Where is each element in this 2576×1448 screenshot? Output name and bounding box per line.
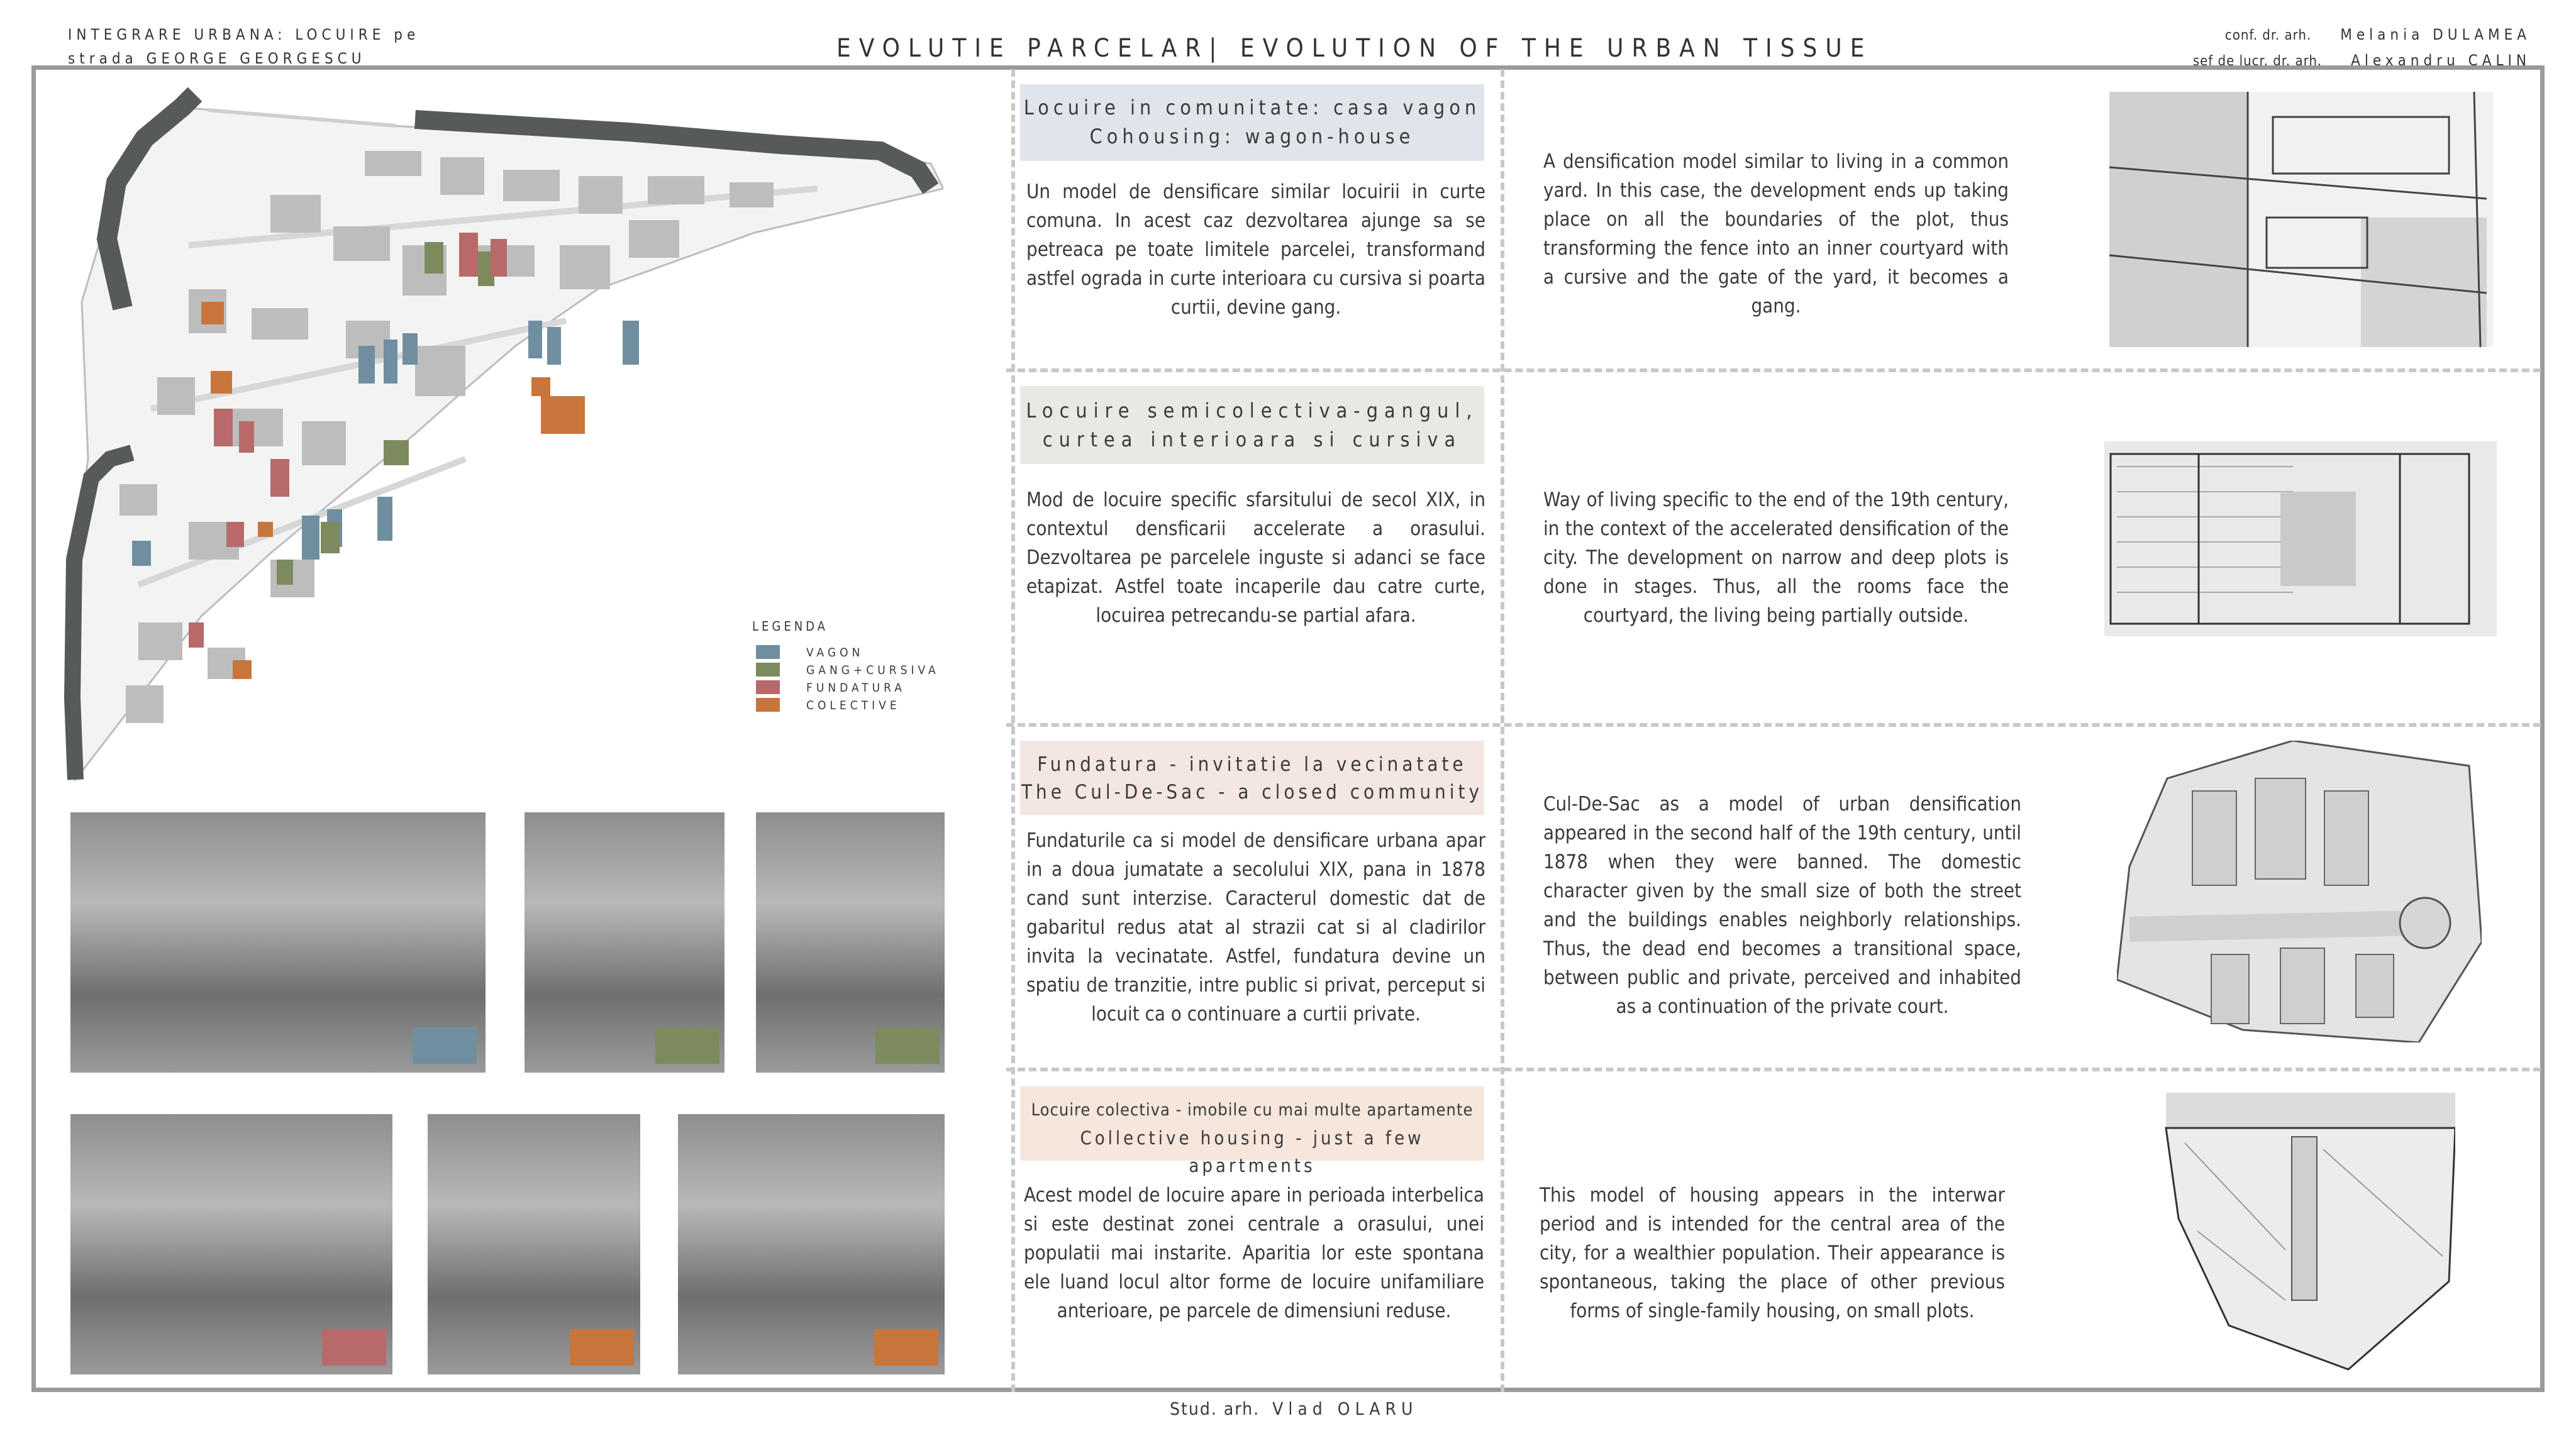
section-2-text-ro: Mod de locuire specific sfarsitului de secol XIX, in contextul densficarii accelerate a orasului. Dezvoltarea pe parcelele inguste si adanci se face etapizat. Astfel toate incaperile dau catre curte, locuirea petrecandu-se partial afara. xyxy=(1026,489,1485,627)
section-2-title xyxy=(1020,386,1484,464)
plan-collective xyxy=(2160,1093,2455,1376)
section-1-title-ro: Locuire in comunitate: casa vagon xyxy=(1023,96,1481,119)
section-1-title-en: Cohousing: wagon-house xyxy=(1089,124,1415,148)
project-subtitle-line1: INTEGRARE URBANA: LOCUIRE pe xyxy=(68,26,420,43)
section-2-text-en: Way of living specific to the end of the 19th century, in the context of the accelerated densification of the city. The development on narrow and deep plots is done in stages. Thus, all the rooms face the courtyard, the living being partially outside. xyxy=(1543,489,2009,627)
site-map xyxy=(63,82,943,786)
tutor-name-2: Alexandru CALIN xyxy=(2351,52,2531,69)
legend-label-vagon: VAGON xyxy=(806,646,864,660)
page-title: EVOLUTIE PARCELAR| EVOLUTION OF THE URBAN TISSUE xyxy=(836,34,1873,63)
project-subtitle xyxy=(68,23,419,70)
photo-fundatura xyxy=(70,1114,392,1374)
photo-colective-1 xyxy=(428,1114,640,1374)
photo-category-swatch xyxy=(875,1027,940,1064)
section-2-title-en: curtea interioara si cursiva xyxy=(1042,428,1462,451)
legend-label-fundatura: FUNDATURA xyxy=(806,681,906,695)
photo-category-swatch xyxy=(570,1329,634,1366)
legend-label-gang: GANG+CURSIVA xyxy=(806,663,940,677)
photo-gang-1 xyxy=(525,812,724,1073)
section-1-text-en: A densification model similar to living in a common yard. In this case, the development ends up taking place on all the boundaries of the plot, thus transforming the fence into an inner courtyard with a cursive and the gate of the yard, it becomes a gang. xyxy=(1543,150,2009,318)
photo-category-swatch xyxy=(413,1027,477,1064)
section-3-title-en: The Cul-De-Sac - a closed community xyxy=(1021,781,1483,804)
legend-swatch-fundatura xyxy=(756,680,780,694)
photo-gang-2 xyxy=(756,812,945,1073)
legend-title: LEGENDA xyxy=(752,619,828,634)
section-1-title xyxy=(1020,84,1484,161)
author-prefix: Stud. arh. xyxy=(1170,1398,1260,1419)
section-3-text-en: Cul-De-Sac as a model of urban densification appeared in the second half of the 19th century, until 1878 when they were banned. The domestic character given by the small size of both the street and the buildings enables neighborly relationships. Thus, the dead end becomes a transitional space, between public and private, perceived and inhabited as a continuation of the private court. xyxy=(1543,793,2021,1018)
legend-swatch-colective xyxy=(756,698,780,712)
tutor-name-1: Melania DULAMEA xyxy=(2340,26,2531,43)
row-divider-2 xyxy=(1006,723,2541,727)
author-name: Vlad OLARU xyxy=(1272,1398,1418,1419)
legend-swatch-gang xyxy=(756,663,780,677)
legend-swatch-vagon xyxy=(756,645,780,659)
section-4-title-ro: Locuire colectiva - imobile cu mai multe apartamente xyxy=(1031,1100,1474,1120)
photo-category-swatch xyxy=(322,1329,386,1366)
column-divider-left xyxy=(1011,69,1015,1392)
section-2-title-ro: Locuire semicolectiva-gangul, xyxy=(1026,399,1479,423)
project-subtitle-line2: strada GEORGE GEORGESCU xyxy=(68,50,366,67)
column-divider-right xyxy=(1501,69,1504,1392)
row-divider-3 xyxy=(1006,1068,2541,1071)
section-4-text-ro: Acest model de locuire apare in perioada interbelica si este destinat zonei centrale a orasului, unei populatii mai instarite. Aparitia lor este spontana ele luand locul altor forme de locuire unifamiliare anterioare, pe parcele de dimensiuni reduse. xyxy=(1024,1184,1484,1322)
section-3-title-ro: Fundatura - invitatie la vecinatate xyxy=(1037,753,1467,776)
photo-colective-2 xyxy=(678,1114,945,1374)
author-credit xyxy=(1170,1398,1418,1419)
row-divider-1 xyxy=(1006,368,2541,372)
section-3-title xyxy=(1020,741,1484,815)
plan-cul-de-sac xyxy=(2117,741,2482,1042)
legend-label-colective: COLECTIVE xyxy=(806,699,901,712)
photo-category-swatch xyxy=(874,1329,938,1366)
section-4-title xyxy=(1020,1086,1484,1176)
section-4-text-en: This model of housing appears in the interwar period and is intended for the central area of the city, for a wealthier population. Their appearance is spontaneous, taking the place of other previous forms of single-family housing, on small plots. xyxy=(1540,1184,2005,1322)
plan-wagon-house xyxy=(2109,92,2493,347)
section-1-text-ro: Un model de densificare similar locuirii in curte comuna. In acest caz dezvoltarea ajunge sa se petreaca pe toate limitele parcelei, transformand astfel ograda in curte interioara cu cursiva si poarta curtii, devine gang. xyxy=(1026,180,1485,319)
photo-vagon xyxy=(70,812,486,1073)
tutor-role-1: conf. dr. arh. xyxy=(2224,28,2312,43)
section-4-title-en: Collective housing - just a few apartments xyxy=(1080,1127,1424,1176)
plan-semicollective xyxy=(2104,441,2497,636)
tutor-role-2: sef de lucr. dr. arh. xyxy=(2192,53,2323,69)
section-3-text-ro: Fundaturile ca si model de densificare urbana apar in a doua jumatate a secolului XIX, pana in 1878 cand sunt interzise. Caracterul domestic dat de gabaritul redus atat al strazii cat si al cladirilor invita la vecinatate. Astfel, fundatura devine un spatiu de tranzitie, intre public si privat, perceput si locuit ca o continuare a curtii private. xyxy=(1026,829,1485,1025)
photo-category-swatch xyxy=(655,1027,719,1064)
